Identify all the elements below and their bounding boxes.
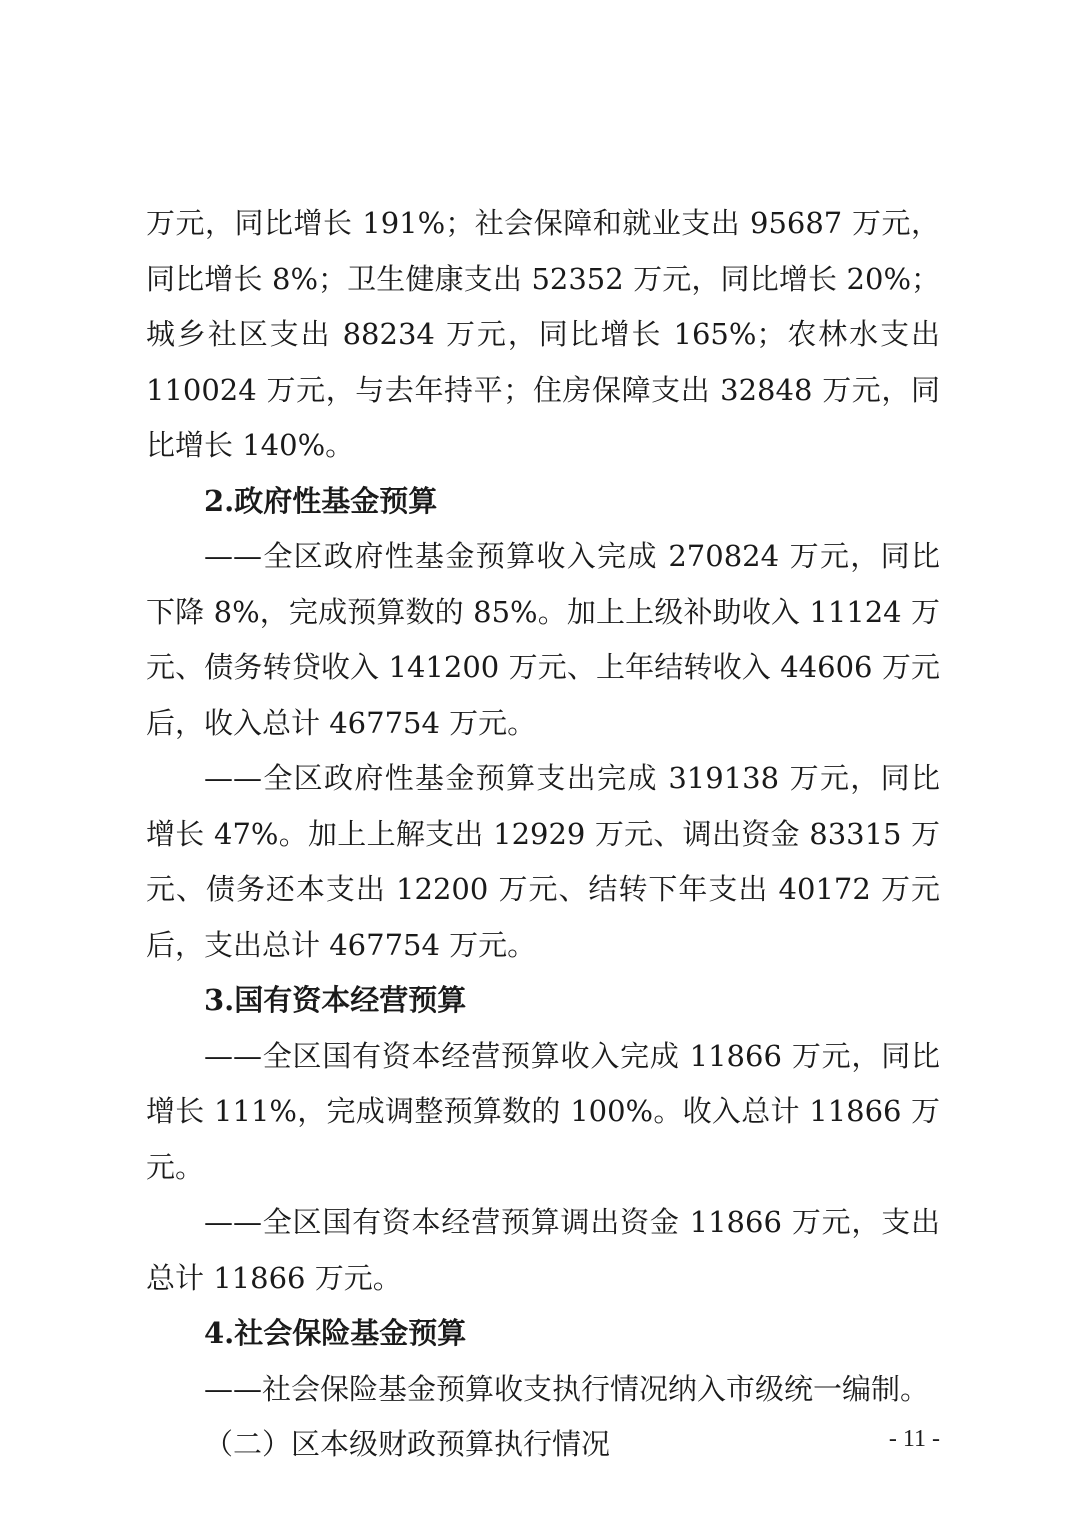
paragraph-social-insurance: ——社会保险基金预算收支执行情况纳入市级统一编制。 bbox=[204, 1371, 930, 1406]
page-number: - 11 - bbox=[888, 1426, 940, 1452]
paragraph-fund-expenditure: ——全区政府性基金预算支出完成 319138 万元，同比增长 47%。加上上解支出 12929 万元、调出资金 83315 万元、债务还本支出 12200 万元、结转下年支出 40172 万元后，支出总计 467754 万元。 bbox=[146, 761, 940, 962]
paragraph-fund-revenue: ——全区政府性基金预算收入完成 270824 万元，同比下降 8%，完成预算数的 85%。加上上级补助收入 11124 万元、债务转贷收入 141200 万元、上年结转收入 44606 万元后，收入总计 467754 万元。 bbox=[146, 539, 940, 740]
heading-social-insurance-budget: 4.社会保险基金预算 bbox=[204, 1316, 467, 1350]
heading-district-level-execution: （二）区本级财政预算执行情况 bbox=[204, 1427, 611, 1461]
heading-government-fund-budget: 2.政府性基金预算 bbox=[204, 483, 438, 518]
paragraph-expenditure-details: 万元，同比增长 191%；社会保障和就业支出 95687 万元，同比增长 8%；卫生健康支出 52352 万元，同比增长 20%；城乡社区支出 88234 万元，同比增长 165%；农林水支出 110024 万元，与去年持平；住房保障支出 32848 万元，同比增长 140%。 bbox=[146, 206, 940, 462]
paragraph-capital-revenue: ——全区国有资本经营预算收入完成 11866 万元，同比增长 111%，完成调整预算数的 100%。收入总计 11866 万元。 bbox=[146, 1038, 940, 1184]
paragraph-capital-expenditure: ——全区国有资本经营预算调出资金 11866 万元，支出总计 11866 万元。 bbox=[146, 1205, 940, 1295]
heading-state-capital-budget: 3.国有资本经营预算 bbox=[204, 983, 467, 1017]
document-body bbox=[146, 196, 940, 1473]
